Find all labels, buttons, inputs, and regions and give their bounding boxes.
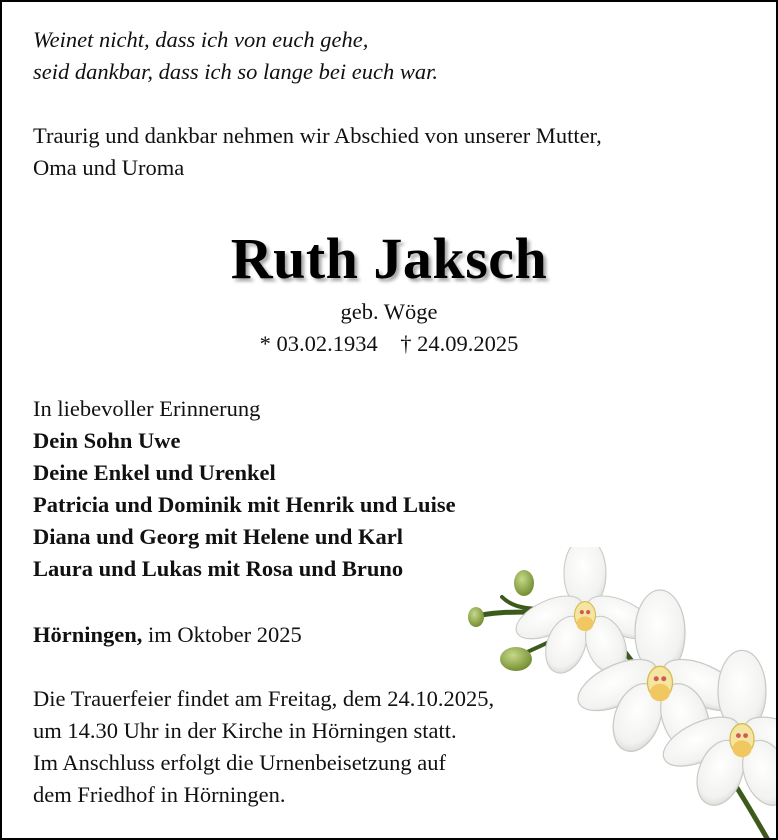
mourner-line: Diana und Georg mit Helene und Karl (33, 524, 404, 549)
intro-line-1: Traurig und dankbar nehmen wir Abschied von unserer Mutter, (33, 123, 602, 148)
place-date (33, 619, 302, 651)
ceremony-info (33, 683, 494, 811)
mourner-line: Patricia und Dominik mit Henrik und Luise (33, 492, 456, 517)
place: Hörningen, (33, 622, 143, 647)
mourners (33, 393, 456, 585)
mourner-line: Dein Sohn Uwe (33, 428, 181, 453)
death-date: † 24.09.2025 (400, 331, 519, 356)
mourners-intro: In liebevoller Erinnerung (33, 396, 261, 421)
mourner-line: Laura und Lukas mit Rosa und Bruno (33, 556, 404, 581)
intro-text (33, 120, 602, 184)
quote (33, 24, 438, 88)
maiden-name: geb. Wöge (340, 299, 438, 324)
life-dates (2, 328, 776, 360)
birth-date: * 03.02.1934 (259, 331, 378, 356)
intro-line-2: Oma und Uroma (33, 155, 185, 180)
deceased-name: Ruth Jaksch (230, 226, 548, 291)
quote-line-2: seid dankbar, dass ich so lange bei euch war. (33, 59, 438, 84)
ceremony-line: um 14.30 Uhr in der Kirche in Hörningen statt. (33, 718, 457, 743)
ceremony-line: dem Friedhof in Hörningen. (33, 782, 286, 807)
ceremony-line: Im Anschluss erfolgt die Urnenbeisetzung auf (33, 750, 447, 775)
white-orchid-icon (442, 547, 778, 840)
ceremony-line: Die Trauerfeier findet am Freitag, dem 24.10.2025, (33, 686, 495, 711)
quote-line-1: Weinet nicht, dass ich von euch gehe, (33, 27, 369, 52)
date: im Oktober 2025 (148, 622, 302, 647)
mourner-line: Deine Enkel und Urenkel (33, 460, 276, 485)
